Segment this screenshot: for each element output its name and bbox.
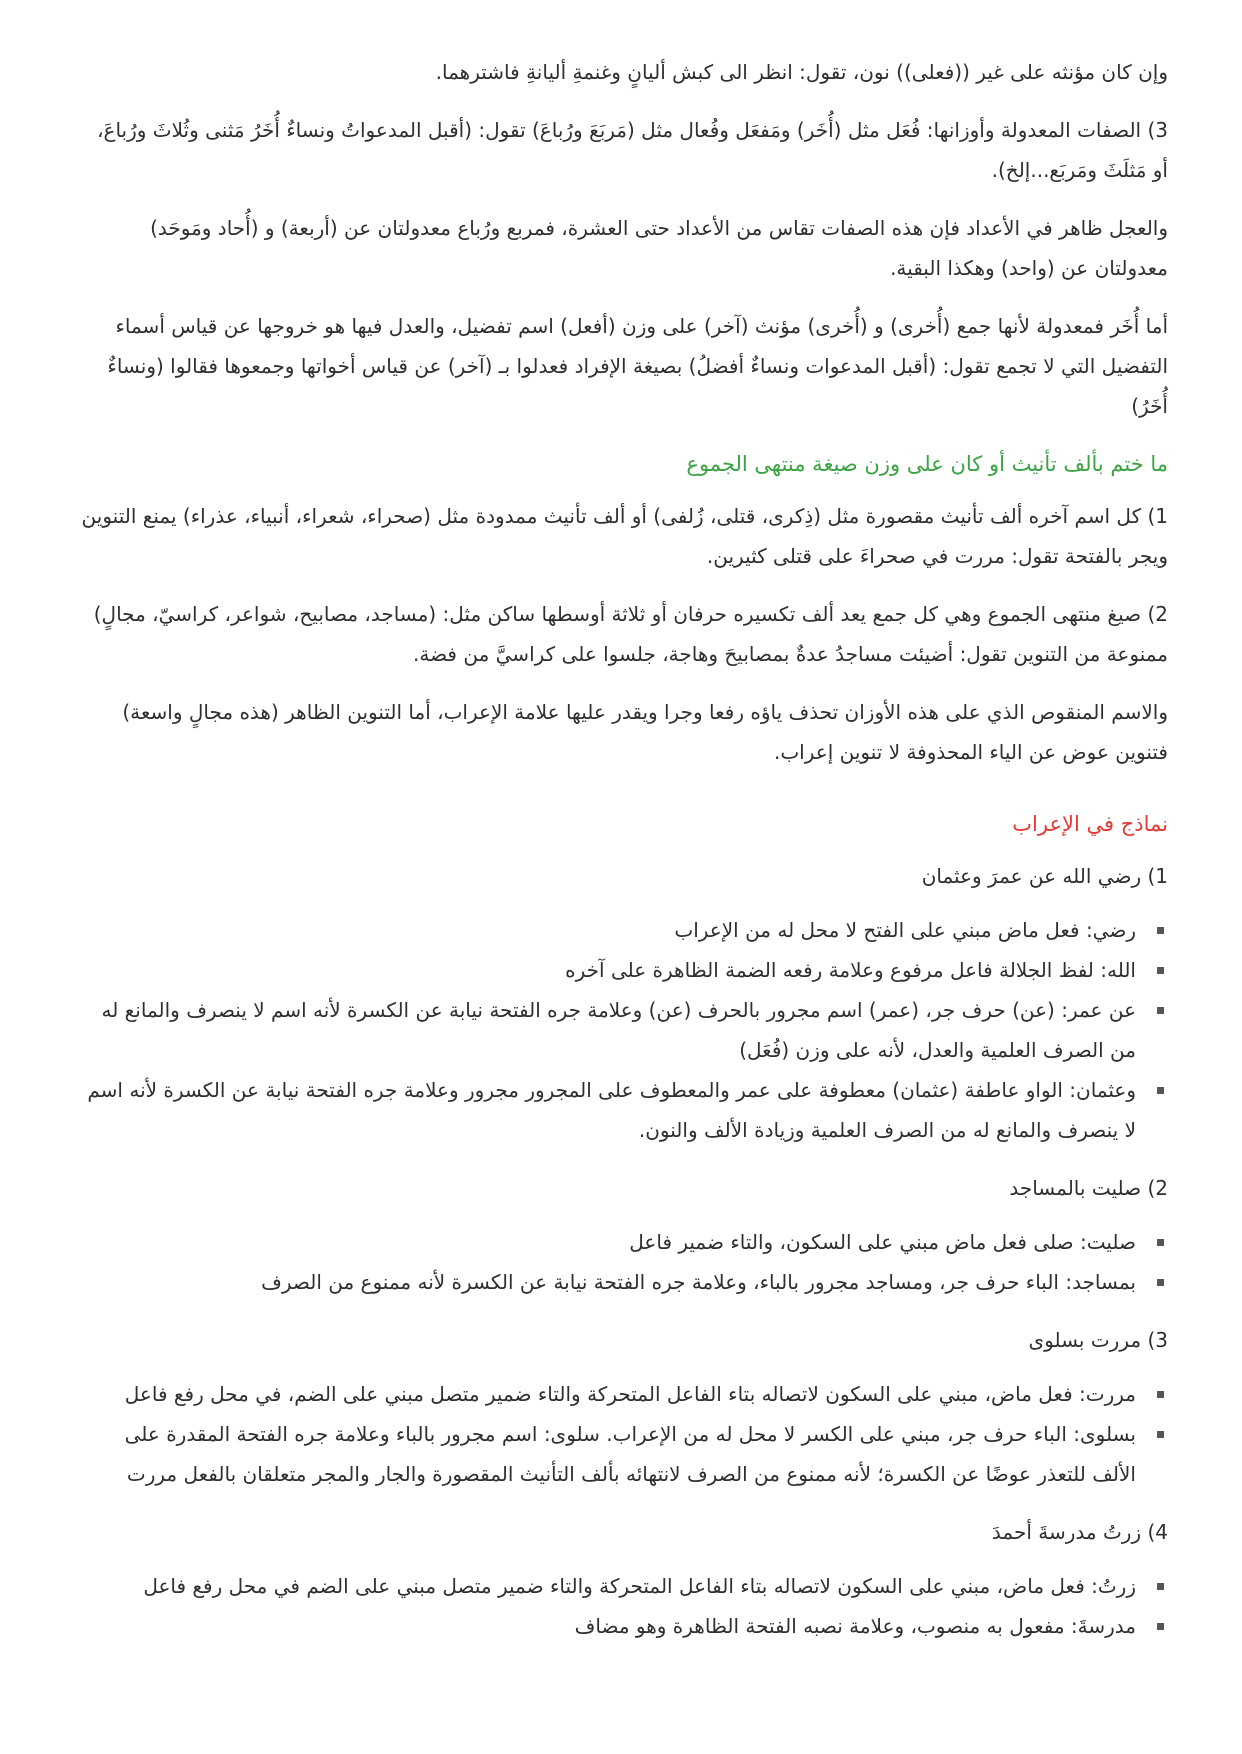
alif-paragraph-1: 1) كل اسم آخره ألف تأنيث مقصورة مثل (ذِكرى، قتلى، زُلفى) أو ألف تأنيث ممدودة مثل (صحراء، شعراء، أنبياء، عذراء) يمنع التنوين ويجر بالفتحة تقول: مررت في صحراءَ على قتلى كثيرين. xyxy=(81,504,1168,568)
square-bullet-icon xyxy=(1157,1623,1164,1630)
list-item: الله: لفظ الجلالة فاعل مرفوع وعلامة رفعه الضمة الظاهرة على آخره xyxy=(80,950,1136,990)
example-title-3: 3) مررت بسلوى xyxy=(1028,1328,1168,1352)
list-item: بمساجد: الباء حرف جر، ومساجد مجرور بالباء، وعلامة جره الفتحة نيابة عن الكسرة لأنه ممنوع من الصرف xyxy=(80,1262,1136,1302)
square-bullet-icon xyxy=(1157,1007,1164,1014)
square-bullet-icon xyxy=(1157,927,1164,934)
square-bullet-icon xyxy=(1157,967,1164,974)
example-list-1 xyxy=(80,910,1168,1150)
list-item: بسلوى: الباء حرف جر، مبني على الكسر لا محل له من الإعراب. سلوى: اسم مجرور بالباء وعلامة جره الفتحة المقدرة على الألف للتعذر عوضًا عن الكسرة؛ لأنه ممنوع من الصرف لانتهائه بألف التأنيث المقصورة والجار والمجر متعلقان بالفعل مررت xyxy=(80,1414,1136,1494)
list-item: عن عمر: (عن) حرف جر، (عمر) اسم مجرور بالحرف (عن) وعلامة جره الفتحة نيابة عن الكسرة لأنه اسم لا ينصرف والمانع له من الصرف العلمية والعدل، لأنه على وزن (فُعَل) xyxy=(80,990,1136,1070)
alif-paragraph-3: والاسم المنقوص الذي على هذه الأوزان تحذف ياؤه رفعا وجرا ويقدر عليها علامة الإعراب، أما التنوين الظاهر (هذه مجالٍ واسعة) فتنوين عوض عن الياء المحذوفة لا تنوين إعراب. xyxy=(122,700,1168,764)
list-item: زرتُ: فعل ماض، مبني على السكون لاتصاله بتاء الفاعل المتحركة والتاء ضمير متصل مبني على الضم في محل رفع فاعل xyxy=(80,1566,1136,1606)
list-item: مدرسةَ: مفعول به منصوب، وعلامة نصبه الفتحة الظاهرة وهو مضاف xyxy=(80,1606,1136,1646)
square-bullet-icon xyxy=(1157,1391,1164,1398)
example-title-2: 2) صليت بالمساجد xyxy=(1009,1176,1168,1200)
section-heading-alif: ما ختم بألف تأنيث أو كان على وزن صيغة منتهى الجموع xyxy=(686,452,1168,476)
square-bullet-icon xyxy=(1157,1431,1164,1438)
example-title-1: 1) رضي الله عن عمرَ وعثمان xyxy=(921,864,1168,888)
square-bullet-icon xyxy=(1157,1239,1164,1246)
document-page xyxy=(80,52,1168,1664)
intro-paragraph-0: وإن كان مؤنثه على غير ((فعلى)) نون، تقول: انظر الى كبش أليانٍ وغنمةِ أليانةِ فاشترهما. xyxy=(435,60,1168,84)
section-heading-examples: نماذج في الإعراب xyxy=(1012,812,1168,836)
square-bullet-icon xyxy=(1157,1583,1164,1590)
example-list-3 xyxy=(80,1374,1168,1494)
square-bullet-icon xyxy=(1157,1087,1164,1094)
intro-paragraph-1: 3) الصفات المعدولة وأوزانها: فُعَل مثل (أُخَر) ومَفعَل وفُعال مثل (مَربَعَ ورُباعَ) تقول: (أقبل المدعواتُ ونساءٌ أُخَرُ مَثنى وثُلاثَ ورُباعَ، أو مَثلَثَ ومَربَع...إلخ). xyxy=(97,118,1168,182)
list-item: صليت: صلى فعل ماض مبني على السكون، والتاء ضمير فاعل xyxy=(80,1222,1136,1262)
list-item: مررت: فعل ماض، مبني على السكون لاتصاله بتاء الفاعل المتحركة والتاء ضمير متصل مبني على الضم، في محل رفع فاعل xyxy=(80,1374,1136,1414)
alif-paragraph-2: 2) صيغ منتهى الجموع وهي كل جمع يعد ألف تكسيره حرفان أو ثلاثة أوسطها ساكن مثل: (مساجد، مصابيح، شواعر، كراسيّ، مجالٍ) ممنوعة من التنوين تقول: أضيئت مساجدُ عدةٌ بمصابيحَ وهاجة، جلسوا على كراسيَّ من فضة. xyxy=(93,602,1168,666)
list-item: وعثمان: الواو عاطفة (عثمان) معطوفة على عمر والمعطوف على المجرور مجرور وعلامة جره الفتحة نيابة عن الكسرة لأنه اسم لا ينصرف والمانع له من الصرف العلمية وزيادة الألف والنون. xyxy=(80,1070,1136,1150)
example-list-2 xyxy=(80,1222,1168,1302)
list-item: رضي: فعل ماض مبني على الفتح لا محل له من الإعراب xyxy=(80,910,1136,950)
intro-paragraph-3: أما أُخَر فمعدولة لأنها جمع (أُخرى) و (أُخرى) مؤنث (آخر) على وزن (أفعل) اسم تفضيل، والعدل فيها هو خروجها عن قياس أسماء التفضيل التي لا تجمع تقول: (أقبل المدعوات ونساءٌ أفضلُ) بصيغة الإفراد فعدلوا بـ (آخر) عن قياس أخواتها وجمعوها فقالوا (ونساءٌ أُخَرُ) xyxy=(107,314,1168,418)
square-bullet-icon xyxy=(1157,1279,1164,1286)
example-list-4 xyxy=(80,1566,1168,1646)
example-title-4: 4) زرتُ مدرسةَ أحمدَ xyxy=(991,1520,1168,1544)
intro-paragraph-2: والعجل ظاهر في الأعداد فإن هذه الصفات تقاس من الأعداد حتى العشرة، فمربع ورُباع معدولتان عن (أربعة) و (أُحاد ومَوحَد) معدولتان عن (واحد) وهكذا البقية. xyxy=(150,216,1168,280)
